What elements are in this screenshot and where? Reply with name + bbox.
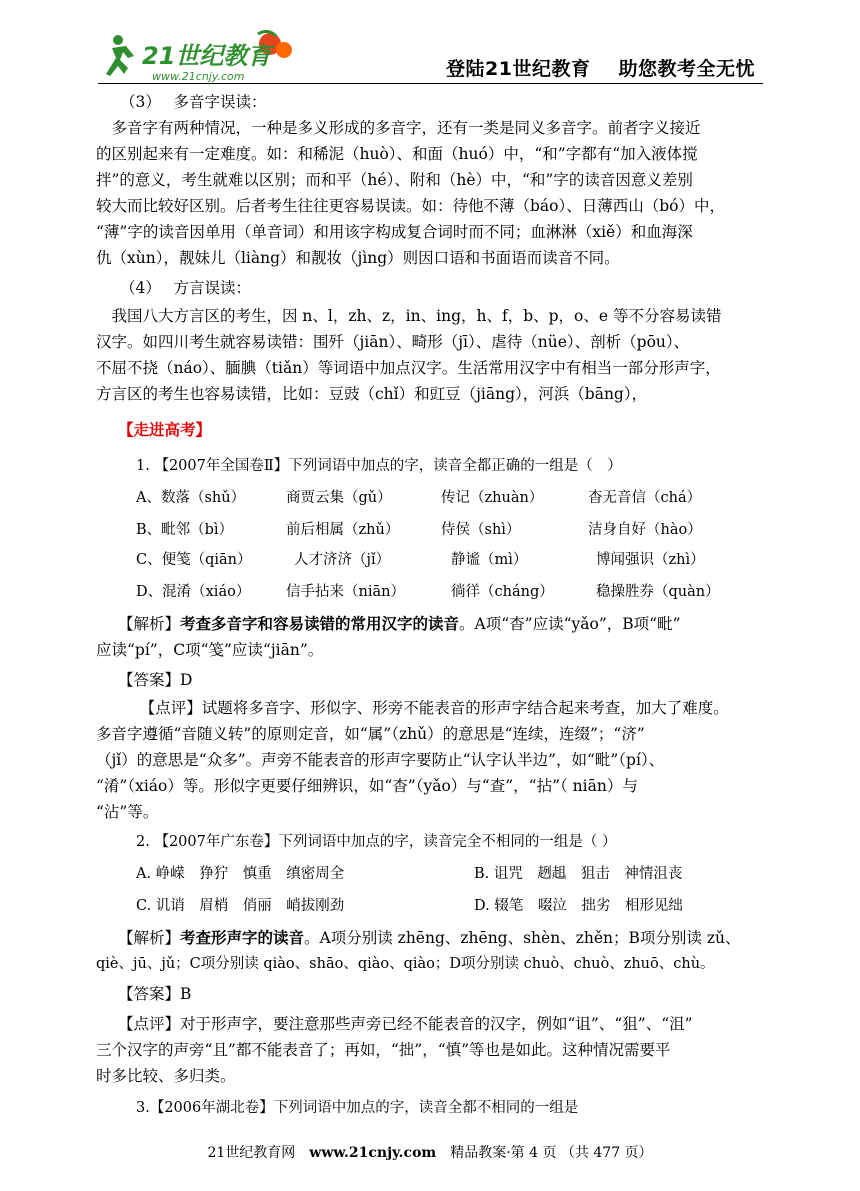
q1-option-c1: C、便笺（qiān）	[136, 552, 252, 568]
analysis-tag: 【解析】	[118, 929, 181, 947]
q1-option-a4: 杳无音信（chá）	[588, 490, 702, 506]
page-footer	[0, 1142, 860, 1162]
q1-comment: （jǐ）的意思是“众多”。声旁不能表音的形声字要防止“认字认半边”，如“毗”（pí）、	[96, 751, 665, 769]
q1-answer: 【答案】D	[118, 671, 193, 689]
q1-option-b3: 侍侯（shì）	[441, 522, 521, 538]
svg-text:21世纪教育: 21世纪教育	[142, 42, 272, 70]
q2-analysis	[118, 928, 740, 948]
q1-comment: “淆”（xiáo）等。形似字更要仔细辨识，如“杳”（yǎo）与“查”，“拈”（ niān）与	[96, 777, 638, 795]
q1-option-d4: 稳操胜券（quàn）	[596, 584, 720, 600]
q1-comment: 【点评】试题将多音字、形似字、形旁不能表音的形声字结合起来考查，加大了难度。	[132, 699, 729, 717]
q1-option-b2: 前后相属（zhǔ）	[286, 522, 400, 538]
question-2-stem: 2. 【2007年广东卷】下列词语中加点的字，读音完全不相同的一组是（ ）	[136, 834, 617, 850]
paragraph-line: 不屈不挠（náo）、腼腆（tiǎn）等词语中加点汉字。生活常用汉字中有相当一部分形声字，	[96, 359, 721, 377]
q1-option-c4: 博闻强识（zhì）	[596, 552, 705, 568]
question-1-stem: 1. 【2007年全国卷Ⅱ】下列词语中加点的字，读音全都正确的一组是（ ）	[136, 458, 622, 474]
header-rule	[98, 83, 763, 84]
paragraph-line: 方言区的考生也容易读错，比如：豆豉（chǐ）和豇豆（jiāng），河浜（bāng），	[96, 385, 648, 403]
svg-text:www.21cnjy.com: www.21cnjy.com	[152, 70, 245, 83]
q1-option-a1: A、数落（shǔ）	[136, 490, 246, 506]
question-3-stem: 3.【2006年湖北卷】下列词语中加点的字，读音全都不相同的一组是	[136, 1100, 579, 1116]
q2-answer: 【答案】B	[118, 985, 192, 1003]
q1-comment: 多音字遵循“音随义转”的原则定音，如“属”（zhǔ）的意思是“连续，连缀”；“济”	[96, 725, 645, 743]
paragraph-line: 较大而比较好区别。后者考生往往更容易误读。如：待他不薄（báo）、日薄西山（bó）中，	[96, 197, 726, 215]
paragraph-line: 仇（xùn），靓妹儿（liàng）和靓妆（jìng）则因口语和书面语而读音不同。	[96, 249, 620, 267]
q1-analysis-line2: 应读“pí”，C项“笺”应读“jiān”。	[96, 641, 324, 659]
section-title: 【走进高考】	[118, 420, 212, 439]
q1-option-a3: 传记（zhuàn）	[441, 490, 544, 506]
q1-option-b4: 洁身自好（hào）	[588, 522, 702, 538]
paragraph-line: 的区别起来有一定难度。如：和稀泥（huò）、和面（huó）中，“和”字都有“加入液体搅	[96, 145, 698, 163]
footer-page-info: 精品教案·第 4 页 （共 477 页）	[450, 1145, 653, 1161]
paragraph-line: 汉字。如四川考生就容易读错：围歼（jiān）、畸形（jī）、虐待（nüe）、剖析（pōu）、	[96, 333, 690, 351]
q1-comment: “沾”等。	[96, 803, 159, 821]
analysis-key: 考查形声字的读音	[180, 928, 305, 947]
footer-left: 21世纪教育网	[207, 1145, 296, 1161]
q1-option-c3: 静谧（mì）	[451, 552, 528, 568]
q2-comment: 时多比较、多归类。	[96, 1067, 236, 1085]
21cnjy-logo	[98, 30, 308, 84]
paragraph-line: 拌”的意义，考生就难以区别；而和平（hé）、附和（hè）中，“和”字的读音因意义差别	[96, 171, 693, 189]
q1-option-d2: 信手拈来（niān）	[286, 584, 405, 600]
q1-option-d3: 徜徉（cháng）	[451, 584, 554, 600]
paragraph-line: 多音字有两种情况，一种是多义形成的多音字，还有一类是同义多音字。前者字义接近	[96, 119, 701, 137]
q2-comment: 三个汉字的声旁“且”都不能表音了；再如，“拙”，“慎”等也是如此。这种情况需要平	[96, 1041, 671, 1059]
q2-option-a: A. 峥嵘 狰狞 慎重 缜密周全	[136, 866, 345, 882]
q1-option-d1: D、混淆（xiáo）	[136, 584, 251, 600]
q2-option-b: B. 诅咒 趔趄 狙击 神情沮丧	[474, 866, 683, 882]
q1-option-b1: B、毗邻（bì）	[136, 522, 234, 538]
slogan-right: 助您教考全无忧	[618, 58, 755, 80]
q2-analysis-line2: qiè、jū、jǔ；C项分别读 qiào、shāo、qiào、qiào；D项分别读 chuò、chuò、zhuō、chù。	[96, 956, 715, 972]
q2-option-d: D. 辍笔 啜泣 拙劣 相形见绌	[474, 898, 683, 914]
q2-option-c: C. 讥诮 眉梢 俏丽 峭拔刚劲	[136, 898, 345, 914]
slogan-left: 登陆21世纪教育	[446, 58, 591, 80]
runner-icon	[106, 35, 134, 76]
heading-3: （3） 多音字误读：	[120, 93, 267, 111]
footer-site: www.21cnjy.com	[309, 1145, 437, 1161]
q1-analysis	[118, 614, 681, 634]
analysis-key: 考查多音字和容易读错的常用汉字的读音	[180, 614, 460, 633]
analysis-tag: 【解析】	[118, 615, 181, 633]
q2-comment: 【点评】对于形声字，要注意那些声旁已经不能表音的汉字，例如“诅”、“狙”、“沮”	[118, 1015, 693, 1033]
paragraph-line: “薄”字的读音因单用（单音词）和用该字构成复合词时而不同；血淋淋（xiě）和血海深	[96, 223, 693, 241]
page-header	[98, 30, 763, 86]
q1-option-a2: 商贾云集（gǔ）	[286, 490, 392, 506]
paragraph-line: 我国八大方言区的考生，因 n、l，zh、z，in、ing，h、f，b、p，o、e 等不分容易读错	[96, 307, 722, 325]
header-slogan	[446, 54, 755, 81]
heading-4: （4） 方言误读：	[120, 279, 252, 297]
analysis-text: 。A项分别读 zhēng、zhēng、shèn、zhěn；B项分别读 zǔ、	[304, 929, 741, 947]
q1-option-c2: 人才济济（jǐ）	[294, 552, 391, 568]
analysis-text: 。A项“杳”应读“yǎo”，B项“毗”	[459, 615, 681, 633]
